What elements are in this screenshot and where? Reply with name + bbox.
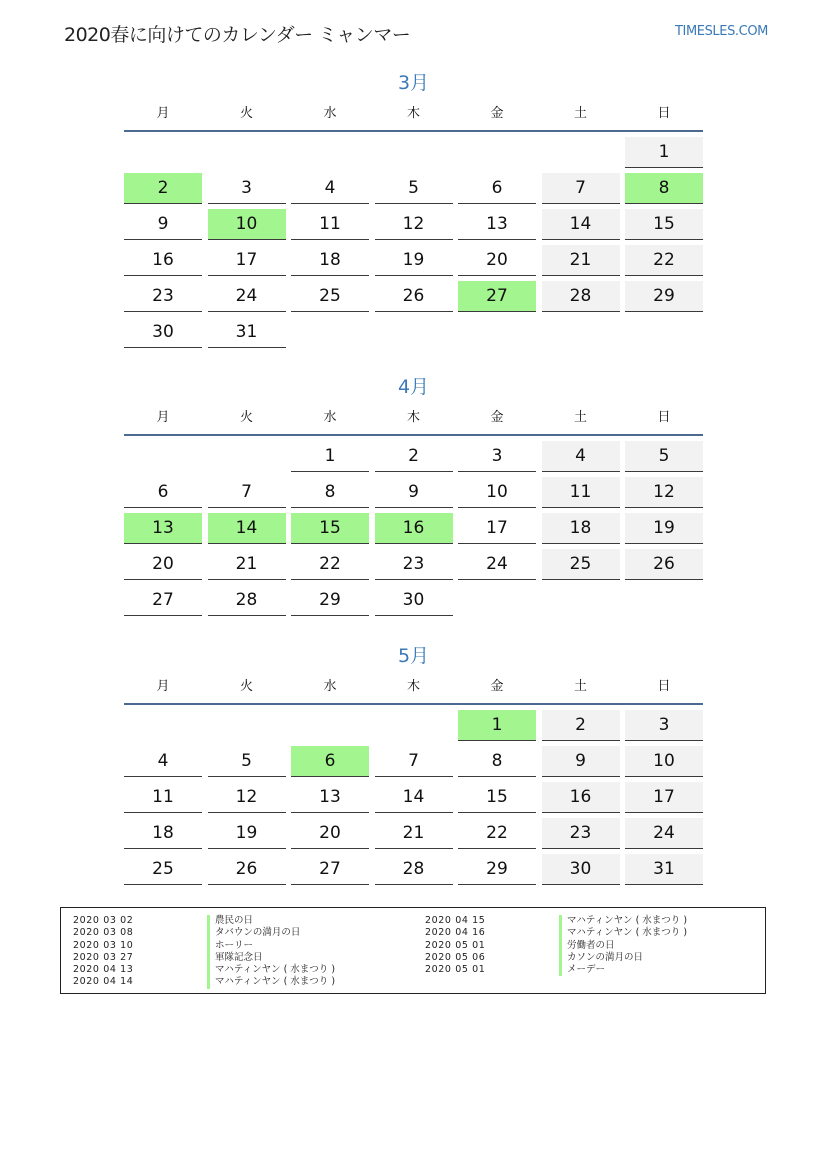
day-cell: 19 (375, 245, 453, 276)
weekday-label: 火 (239, 106, 253, 121)
empty-cell (458, 137, 536, 168)
day-cell: 21 (375, 818, 453, 849)
day-cell: 11 (542, 477, 620, 508)
day-cell: 3 (208, 173, 286, 204)
weekday-label: 水 (323, 679, 337, 694)
legend-holiday-name: マハティンヤン ( 水まつり ) (207, 964, 335, 976)
day-cell: 28 (375, 854, 453, 885)
legend-column (73, 915, 335, 989)
legend-holiday-name: マハティンヤン ( 水まつり ) (559, 927, 687, 939)
weekday-label: 水 (323, 410, 337, 425)
day-cell: 1 (625, 137, 703, 168)
day-cell: 17 (208, 245, 286, 276)
day-cell: 13 (124, 513, 202, 544)
legend-item (73, 952, 335, 964)
day-cell: 9 (375, 477, 453, 508)
day-cell: 16 (542, 782, 620, 813)
day-cell: 30 (124, 317, 202, 348)
legend-item (425, 927, 687, 939)
month-title: 5月 (397, 645, 430, 667)
legend-holiday-name: 農民の日 (207, 915, 253, 927)
weekday-label: 水 (323, 106, 337, 121)
day-cell: 8 (458, 746, 536, 777)
month-title: 4月 (397, 376, 430, 398)
weekday-label: 火 (239, 410, 253, 425)
day-cell: 20 (124, 549, 202, 580)
day-grid (124, 710, 703, 885)
month-march (124, 70, 703, 348)
day-cell: 31 (625, 854, 703, 885)
day-cell: 2 (375, 441, 453, 472)
weekday-label: 金 (490, 679, 504, 694)
weekday-header (124, 406, 703, 430)
legend-item (425, 964, 687, 976)
legend-date: 2020 03 27 (73, 951, 134, 963)
legend-holiday-name: マハティンヤン ( 水まつり ) (207, 976, 335, 988)
empty-cell (208, 137, 286, 168)
day-cell: 15 (625, 209, 703, 240)
day-cell: 19 (208, 818, 286, 849)
header-divider (124, 703, 703, 705)
day-grid (124, 441, 703, 616)
day-cell: 25 (291, 281, 369, 312)
weekday-label: 金 (490, 410, 504, 425)
header-divider (124, 130, 703, 132)
weekday-label: 日 (657, 410, 671, 425)
day-cell: 15 (458, 782, 536, 813)
empty-cell (208, 441, 286, 472)
weekday-label: 土 (573, 679, 587, 694)
day-cell: 15 (291, 513, 369, 544)
legend-date: 2020 03 02 (73, 915, 134, 926)
day-cell: 20 (458, 245, 536, 276)
day-cell: 4 (291, 173, 369, 204)
weekday-label: 木 (406, 410, 420, 425)
weekday-header (124, 102, 703, 126)
legend-item (425, 940, 687, 952)
weekday-label: 月 (156, 679, 170, 694)
day-cell: 1 (458, 710, 536, 741)
legend-holiday-name: マハティンヤン ( 水まつり ) (559, 915, 687, 927)
day-cell: 24 (458, 549, 536, 580)
page-title: 2020春に向けてのカレンダー ミャンマー (64, 24, 411, 46)
legend-date: 2020 05 01 (425, 939, 486, 951)
day-cell: 23 (124, 281, 202, 312)
day-cell: 19 (625, 513, 703, 544)
site-name[interactable]: TIMESLES.COM (674, 24, 768, 39)
day-cell: 22 (458, 818, 536, 849)
day-cell: 24 (208, 281, 286, 312)
day-cell: 11 (291, 209, 369, 240)
day-cell: 26 (375, 281, 453, 312)
day-cell: 23 (375, 549, 453, 580)
day-cell: 27 (458, 281, 536, 312)
day-cell: 29 (625, 281, 703, 312)
empty-cell (208, 710, 286, 741)
legend-holiday-name: 労働者の日 (559, 940, 615, 952)
legend-holiday-name: ホーリー (207, 940, 253, 952)
legend-date: 2020 03 10 (73, 939, 134, 951)
empty-cell (291, 137, 369, 168)
day-cell: 29 (458, 854, 536, 885)
day-cell: 18 (291, 245, 369, 276)
day-cell: 24 (625, 818, 703, 849)
legend-item (73, 964, 335, 976)
legend-date: 2020 05 06 (425, 951, 486, 963)
day-cell: 10 (625, 746, 703, 777)
legend-holiday-name: 軍隊記念日 (207, 952, 263, 964)
day-cell: 1 (291, 441, 369, 472)
day-cell: 30 (375, 585, 453, 616)
legend-item (425, 915, 687, 927)
day-cell: 23 (542, 818, 620, 849)
legend-date: 2020 04 14 (73, 976, 134, 988)
day-cell: 21 (208, 549, 286, 580)
weekday-label: 日 (657, 679, 671, 694)
day-cell: 9 (124, 209, 202, 240)
empty-cell (375, 710, 453, 741)
weekday-label: 土 (573, 410, 587, 425)
legend-item (425, 952, 687, 964)
empty-cell (375, 137, 453, 168)
day-cell: 7 (208, 477, 286, 508)
day-cell: 13 (458, 209, 536, 240)
day-cell: 17 (458, 513, 536, 544)
day-cell: 30 (542, 854, 620, 885)
day-cell: 14 (375, 782, 453, 813)
day-cell: 16 (375, 513, 453, 544)
day-cell: 3 (625, 710, 703, 741)
day-cell: 16 (124, 245, 202, 276)
legend-date: 2020 03 08 (73, 927, 134, 939)
day-cell: 7 (375, 746, 453, 777)
day-cell: 31 (208, 317, 286, 348)
day-cell: 8 (291, 477, 369, 508)
weekday-header (124, 675, 703, 699)
day-cell: 25 (124, 854, 202, 885)
day-cell: 7 (542, 173, 620, 204)
day-cell: 26 (208, 854, 286, 885)
day-cell: 6 (291, 746, 369, 777)
day-cell: 20 (291, 818, 369, 849)
day-cell: 14 (208, 513, 286, 544)
day-cell: 13 (291, 782, 369, 813)
empty-cell (291, 710, 369, 741)
day-cell: 4 (542, 441, 620, 472)
holiday-legend (60, 907, 766, 994)
day-cell: 2 (124, 173, 202, 204)
day-cell: 2 (542, 710, 620, 741)
day-cell: 10 (208, 209, 286, 240)
empty-cell (124, 137, 202, 168)
day-cell: 11 (124, 782, 202, 813)
empty-cell (542, 137, 620, 168)
day-cell: 5 (625, 441, 703, 472)
day-cell: 28 (542, 281, 620, 312)
day-cell: 22 (291, 549, 369, 580)
weekday-label: 火 (239, 679, 253, 694)
empty-cell (124, 441, 202, 472)
day-cell: 18 (542, 513, 620, 544)
day-cell: 25 (542, 549, 620, 580)
header-divider (124, 434, 703, 436)
day-cell: 29 (291, 585, 369, 616)
day-cell: 21 (542, 245, 620, 276)
weekday-label: 土 (573, 106, 587, 121)
day-cell: 6 (124, 477, 202, 508)
day-cell: 12 (625, 477, 703, 508)
weekday-label: 木 (406, 679, 420, 694)
day-cell: 27 (124, 585, 202, 616)
legend-item (73, 940, 335, 952)
legend-holiday-name: タバウンの満月の日 (207, 927, 300, 939)
day-cell: 28 (208, 585, 286, 616)
legend-holiday-name: カソンの満月の日 (559, 952, 643, 964)
weekday-label: 日 (657, 106, 671, 121)
day-cell: 18 (124, 818, 202, 849)
weekday-label: 木 (406, 106, 420, 121)
empty-cell (124, 710, 202, 741)
day-cell: 12 (375, 209, 453, 240)
weekday-label: 月 (156, 410, 170, 425)
day-grid (124, 137, 703, 348)
day-cell: 17 (625, 782, 703, 813)
day-cell: 6 (458, 173, 536, 204)
legend-date: 2020 04 15 (425, 915, 486, 926)
day-cell: 3 (458, 441, 536, 472)
weekday-label: 月 (156, 106, 170, 121)
day-cell: 26 (625, 549, 703, 580)
day-cell: 12 (208, 782, 286, 813)
day-cell: 14 (542, 209, 620, 240)
day-cell: 5 (375, 173, 453, 204)
legend-item (73, 927, 335, 939)
day-cell: 8 (625, 173, 703, 204)
legend-date: 2020 05 01 (425, 964, 486, 976)
day-cell: 27 (291, 854, 369, 885)
month-april (124, 374, 703, 616)
day-cell: 4 (124, 746, 202, 777)
day-cell: 10 (458, 477, 536, 508)
legend-date: 2020 04 16 (425, 927, 486, 939)
legend-holiday-name: メーデー (559, 964, 605, 976)
legend-column (425, 915, 687, 976)
legend-item (73, 976, 335, 988)
day-cell: 22 (625, 245, 703, 276)
day-cell: 5 (208, 746, 286, 777)
day-cell: 9 (542, 746, 620, 777)
legend-item (73, 915, 335, 927)
month-may (124, 643, 703, 885)
month-title: 3月 (397, 72, 430, 94)
legend-date: 2020 04 13 (73, 964, 134, 976)
weekday-label: 金 (490, 106, 504, 121)
